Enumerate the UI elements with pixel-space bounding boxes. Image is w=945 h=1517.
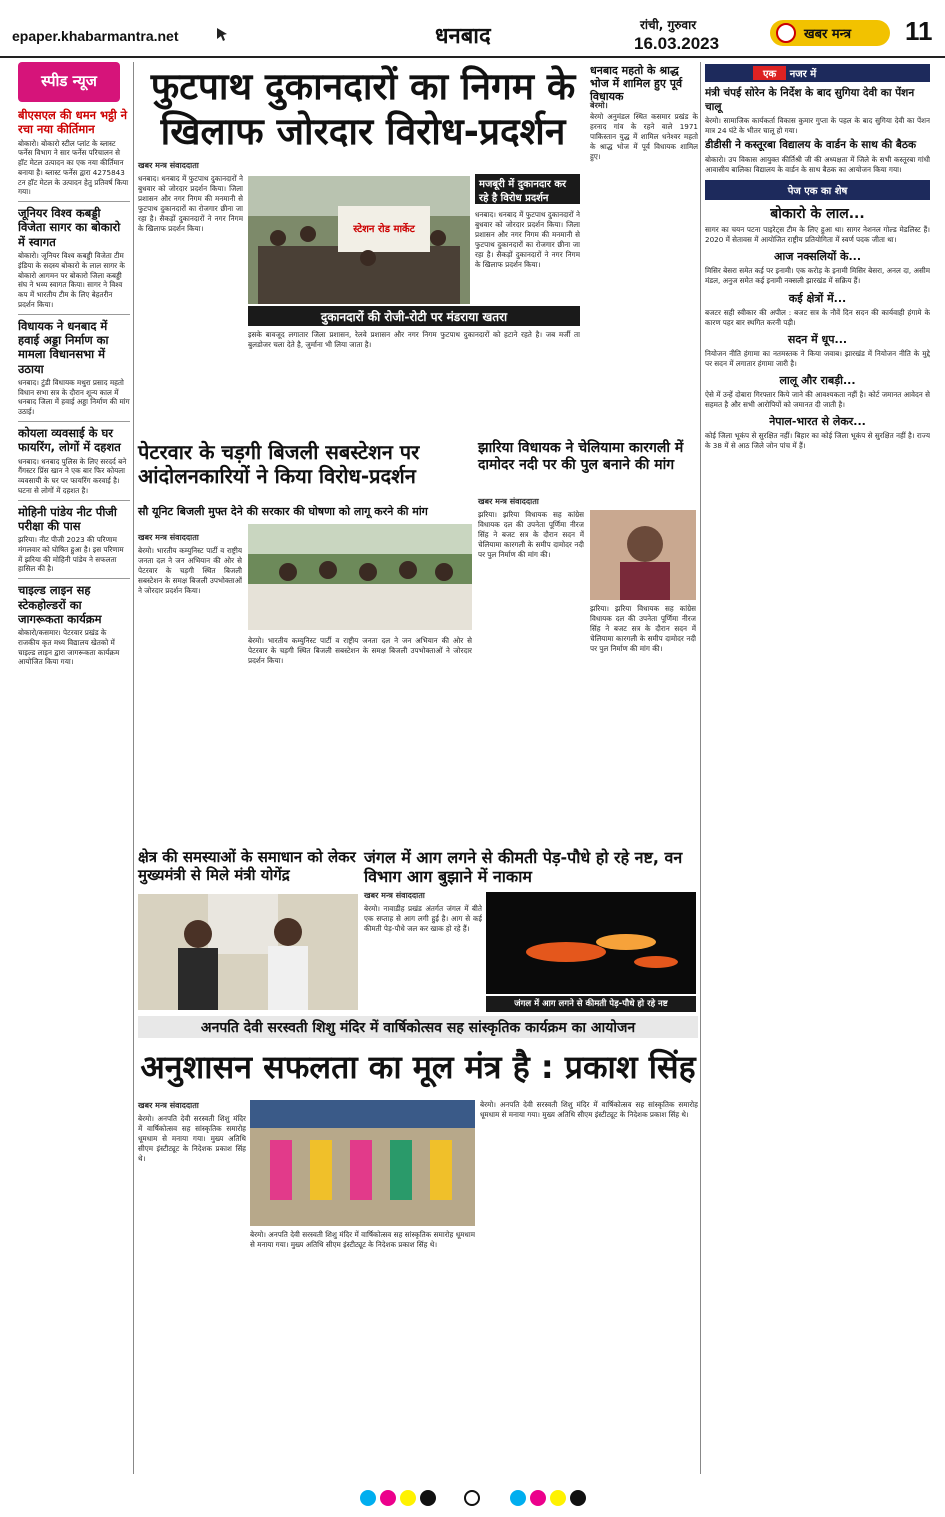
- story3-body-cont: झरिया। झरिया विधायक सह कांग्रेस विधायक दल की उपनेता पूर्णिमा नीरज सिंह ने बजट सत्र के दौरान सदन में चेलियामा कारगली के समीप दामोदर नदी पर पुल निर्माण की मांग की।: [590, 604, 696, 654]
- story4-headline[interactable]: क्षेत्र की समस्याओं के समाधान को लेकर मुख्यमंत्री से मिले मंत्री योगेंद्र: [138, 848, 356, 884]
- forest-fire-photo: [486, 892, 696, 994]
- page-number: 11: [905, 16, 933, 46]
- lead-body: धनबाद। धनबाद में फुटपाथ दुकानदारों ने बुधवार को जोरदार प्रदर्शन किया। जिला प्रशासन और नगर निगम की मनमानी से फुटपाथ दुकानदारों का रोजगार छीना जा रहा है। सैकड़ों दुकानदारों ने नगर निगम के खिलाफ प्रदर्शन किया।: [138, 174, 243, 234]
- brand-logo: [770, 20, 890, 46]
- edition-date: 16.03.2023: [634, 34, 720, 53]
- continued-title[interactable]: लालू और राबड़ी...: [779, 373, 856, 387]
- continued-title[interactable]: नेपाल-भारत से लेकर...: [769, 415, 866, 429]
- left-story-body: बोकारो। बोकारो स्टील प्लांट के ब्लास्ट फर्नेस विभाग ने सार फर्नेस परिचालन से हॉट मेटल उत्पादन का एक नया कीर्तिमान बनाया है। ब्लास्ट फर्नेस द्वारा 4275843 टन हॉट मेटल के उत्पादन हेतु प्रतिवर्ष किया गया।: [18, 138, 129, 197]
- registration-mark-icon: [530, 1490, 546, 1506]
- left-story-title: चाइल्ड लाइन सह स्टेकहोल्डरों का जागरूकता कार्यक्रम: [18, 583, 102, 626]
- left-story-title: विधायक ने धनबाद में हवाई अड्डा निर्माण का मामला विधानसभा में उठाया: [18, 318, 109, 376]
- column-rule: [700, 62, 701, 1474]
- story3-headline[interactable]: झारिया विधायक ने चेलियामा कारगली में दामोदर नदी पर की पुल बनाने की मांग: [478, 440, 684, 473]
- fire-caption: जंगल में आग लगने से कीमती पेड़-पौधे हो रहे नष्ट: [486, 996, 696, 1012]
- story5-headline[interactable]: जंगल में आग लगने से कीमती पेड़-पौधे हो रहे नष्ट, वन विभाग आग बुझाने में नाकाम: [364, 848, 683, 887]
- right-story-body: बोकारो। उप विकास आयुक्त कीर्तिश्री जी की अध्यक्षता में जिले के सभी कस्तूरबा गांधी आवासीय बालिका विद्यालय के वार्डन के साथ बैठक का आयोजन किया गया।: [705, 155, 930, 175]
- continued-title[interactable]: आज नक्सलियों के...: [773, 250, 862, 264]
- school-event-banner: अनपति देवी सरस्वती शिशु मंदिर में वार्षिकोत्सव सह सांस्कृतिक कार्यक्रम का आयोजन: [138, 1016, 698, 1038]
- protest-photo: [248, 176, 470, 304]
- story6-body: बेरमो अनुमंडल स्थित कसमार प्रखंड के हरनाद गांव के रहने वाले 1971 पाकिस्तान युद्ध में शामिल धनेश्वर महतो के श्राद्ध भोज में पूर्व विधायक शामिल हुए।: [590, 112, 698, 162]
- story3-body: झरिया। झरिया विधायक सह कांग्रेस विधायक दल की उपनेता पूर्णिमा नीरज सिंह ने बजट सत्र के दौरान सदन में चेलियामा कारगली के समीप दामोदर नदी पर पुल निर्माण की मांग की।: [478, 510, 584, 560]
- left-story-body: धनबाद। धनबाद पुलिस के लिए सरदर्द बने गैंगस्टर प्रिंस खान ने एक बार फिर कोयला व्यवसायी के घर पर फायरिंग करवाई है। घटना से लोगों में दहशत है।: [18, 456, 127, 495]
- story7-headline[interactable]: अनुशासन सफलता का मूल मंत्र है : प्रकाश सिंह: [140, 1048, 696, 1086]
- left-story-title: बीएसएल की धमन भट्ठी ने रचा नया कीर्तिमान: [18, 108, 128, 137]
- lead-inset-text: मजबूरी में दुकानदार कर रहे है विरोध प्रदर्शन: [479, 179, 567, 204]
- brand-name: खबर मन्त्र: [804, 27, 852, 42]
- registration-mark-icon: [550, 1490, 566, 1506]
- right-story-title: मंत्री चंपई सोरेन के निर्देश के बाद सुगिया देवी का पेंशन चालू: [705, 87, 915, 113]
- continued-title[interactable]: बोकारो के लाल...: [770, 206, 865, 223]
- substation-protest-photo: [248, 524, 472, 630]
- speed-news-column: [18, 62, 130, 1477]
- continued-title[interactable]: सदन में धूप...: [787, 332, 848, 346]
- registration-mark-icon: [380, 1490, 396, 1506]
- continued-body: कोई जिला भूकंप से सुरक्षित नहीं। बिहार का कोई जिला भूकंप से सुरक्षित नहीं है। राज्य के 38 में से आठ जिले जोन पांच में हैं।: [705, 431, 930, 451]
- story7-body-cont: बेरमो। अनपति देवी सरस्वती शिशु मंदिर में वार्षिकोत्सव सह सांस्कृतिक समारोह धूमधाम से मनाया गया। मुख्य अतिथि सीएम इंस्टीट्यूट के निदेशक प्रकाश सिंह थे।: [250, 1230, 475, 1250]
- brand-mark-icon: [776, 23, 796, 43]
- left-story-title: जूनियर विश्व कबड्डी विजेता सागर का बोकारो में स्वागत: [18, 206, 121, 249]
- left-story-body: झरिया। नीट पीजी 2023 की परिणाम मंगलवार को घोषित हुआ है। इस परिणाम में झरिया की मोहिनी पांडेय ने सफलता हासिल की है।: [18, 535, 124, 574]
- column-rule: [133, 62, 134, 1474]
- section-title: धनबाद: [435, 24, 491, 49]
- story6-byline: बेरमो।: [590, 101, 608, 110]
- lead-headline[interactable]: फुटपाथ दुकानदारों का निगम के खिलाफ जोरदार विरोध-प्रदर्शन: [150, 65, 576, 154]
- left-story-body: बोकारो/कसमार। पेटरवार प्रखंड के राजकीय कृत मध्य विद्यालय खेतको में चाइल्ड लाइन द्वारा जागरूकता कार्यक्रम आयोजित किया गया।: [18, 628, 120, 667]
- story2-subhead: सौ यूनिट बिजली मुफ्त देने की सरकार की घोषणा को लागू करने की मांग: [138, 505, 428, 518]
- minister-meeting-photo: [138, 894, 358, 1010]
- registration-mark-icon: [400, 1490, 416, 1506]
- registration-mark-icon: [420, 1490, 436, 1506]
- lead-inset-box: [475, 174, 580, 204]
- at-a-glance-header: [705, 64, 930, 82]
- left-story-body: बोकारो। जूनियर विश्व कबड्डी विजेता टीम इंडिया के सदस्य बोकारो के लाल सागर के बोकारो आगमन पर बोकारो जिला कबड्डी संघ ने भव्य स्वागत किया। सागर ने विश्व कप में भारतीय टीम के लिए बेहतरीन प्रदर्शन किया।: [18, 251, 125, 309]
- right-story[interactable]: [705, 87, 930, 136]
- left-story-body: धनबाद। टुंडी विधायक मथुरा प्रसाद महतो विधान सभा सत्र के दौरान शून्य काल में धनबाद जिला में हवाई अड्डा निर्माण की मांग उठाई।: [18, 378, 130, 417]
- registration-mark-icon: [570, 1490, 586, 1506]
- pointer-icon: [215, 26, 231, 42]
- crosshair-icon: [464, 1490, 480, 1506]
- registration-mark-icon: [510, 1490, 526, 1506]
- story5-byline: खबर मन्त्र संवाददाता: [364, 891, 425, 900]
- lead-caption: दुकानदारों की रोजी-रोटी पर मंडराया खतरा: [248, 306, 580, 326]
- left-story[interactable]: [18, 206, 130, 309]
- continued-body: सागर का चयन पटना पाइरेट्स टीम के लिए हुआ था। सागर नेशनल गोल्ड मेडलिस्ट हैं। 2020 में सेतावस में आयोजित राष्ट्रीय प्रतियोगिता में स्वर्ण पदक जीता था।: [705, 225, 930, 245]
- school-function-photo: [250, 1100, 475, 1226]
- continued-body: ऐसे में उन्हें दोबारा गिरफ्तार किये जाने की आवश्यकता नहीं है। कोर्ट जमानत आवेदन से सहमत है और सभी आरोपियों को जमानत दी जाती है।: [705, 389, 930, 409]
- story7-byline: खबर मन्त्र संवाददाता: [138, 1101, 199, 1110]
- mla-photo: [590, 510, 696, 600]
- left-story[interactable]: [18, 505, 130, 575]
- masthead: [0, 0, 945, 58]
- continued-body: नियोजन नीति हंगामा का नतमस्तक ने किया जवाब। झारखंड में नियोजन नीति के मुद्दे पर सदन में लगातार हंगामा जारी है।: [705, 348, 930, 368]
- story7-body: बेरमो। अनपति देवी सरस्वती शिशु मंदिर में वार्षिकोत्सव सह सांस्कृतिक समारोह धूमधाम से मनाया गया। मुख्य अतिथि सीएम इंस्टीट्यूट के निदेशक प्रकाश सिंह थे।: [138, 1114, 246, 1164]
- right-column: [705, 84, 930, 1474]
- story2-headline[interactable]: पेटरवार के चड़गी बिजली सबस्टेशन पर आंदोलनकारियों ने किया विरोध-प्रदर्शन: [138, 440, 420, 488]
- right-story-title: डीडीसी ने कस्तूरबा विद्यालय के वार्डन के साथ की बैठक: [705, 139, 917, 152]
- header-tag: एक: [753, 66, 786, 80]
- story3-byline: खबर मन्त्र संवाददाता: [478, 497, 539, 506]
- continued-box-header: पेज एक का शेष: [705, 180, 930, 200]
- story7-body-right: बेरमो। अनपति देवी सरस्वती शिशु मंदिर में वार्षिकोत्सव सह सांस्कृतिक समारोह धूमधाम से मनाया गया। मुख्य अतिथि सीएम इंस्टीट्यूट के निदेशक प्रकाश सिंह थे।: [480, 1100, 698, 1120]
- banner-text: स्टेशन रोड मार्केट: [353, 224, 415, 235]
- continued-title[interactable]: कई क्षेत्रों में...: [788, 291, 847, 305]
- lead-byline: खबर मन्त्र संवाददाता: [138, 161, 199, 170]
- header-title: नजर में: [789, 69, 817, 80]
- site-url[interactable]: epaper.khabarmantra.net: [12, 28, 179, 44]
- left-story[interactable]: [18, 108, 130, 197]
- lead-inset-body: धनबाद। धनबाद में फुटपाथ दुकानदारों ने बुधवार को जोरदार प्रदर्शन किया। जिला प्रशासन और नगर निगम की मनमानी से फुटपाथ दुकानदारों का रोजगार छीना जा रहा है। सैकड़ों दुकानदारों ने नगर निगम के खिलाफ प्रदर्शन किया।: [475, 210, 580, 270]
- story6-headline[interactable]: धनबाद महतो के श्राद्ध भोज में शामिल हुए पूर्व विधायक: [590, 64, 683, 104]
- print-registration-marks: [0, 1478, 945, 1517]
- left-story-title: मोहिनी पांडेय नीट पीजी परीक्षा की पास: [18, 504, 117, 533]
- speed-news-badge: स्पीड न्यूज: [18, 62, 120, 102]
- continued-body: बजटर सही स्वीकार की अपील : बजट सत्र के नौवें दिन सदन की कार्यवाही हंगामे के कारण पहर बार स्थगित करनी पड़ी।: [705, 307, 930, 327]
- city-day: रांची, गुरुवार: [640, 18, 697, 32]
- story2-body: बेरमो। भारतीय कम्युनिस्ट पार्टी व राष्ट्रीय जनता दल ने जन अभियान की ओर से पेटरवार के चड़गी स्थित बिजली सबस्टेशन के समक्ष बिजली उपभोक्ताओं ने जोरदार प्रदर्शन किया।: [138, 546, 242, 596]
- registration-mark-icon: [360, 1490, 376, 1506]
- left-story-title: कोयला व्यवसाई के घर फायरिंग, लोगों में दहशत: [18, 425, 121, 455]
- story2-byline: खबर मन्त्र संवाददाता: [138, 533, 199, 542]
- right-story-body: बेरमो। सामाजिक कार्यकर्ता विकास कुमार गुप्ता के पहल के बाद सुगिया देवी का पेंशन मात्र 24 घंटे के भीतर चालू हो गया।: [705, 116, 930, 136]
- left-story[interactable]: [18, 319, 130, 417]
- left-story[interactable]: [18, 583, 130, 667]
- story5-body: बेरमो। नावाडीह प्रखंड अंतर्गत जंगल में बीते एक सप्ताह से आग लगी हुई है। आग से कई कीमती पेड़-पौधे जल कर खाक हो रहे हैं।: [364, 904, 482, 934]
- right-story[interactable]: [705, 139, 930, 175]
- continued-body: मिसिर बेसरा समेत कई पर इनामी। एक करोड़ के इनामी मिसिर बेसरा, अनल दा, असीम मंडल, अनुज समेत कई इनामी नक्सली झारखंड में सक्रिय हैं।: [705, 266, 930, 286]
- lead-caption-body: इसके बावजूद लगातार जिला प्रशासन, रेलवे प्रशासन और नगर निगम फुटपाथ दुकानदारों को हटाने रहते है। जब मर्जी ता बुलडोजर चला देते है, जुर्माना भी लिया जाता है।: [248, 330, 580, 350]
- story2-body-cont: बेरमो। भारतीय कम्युनिस्ट पार्टी व राष्ट्रीय जनता दल ने जन अभियान की ओर से पेटरवार के चड़गी स्थित बिजली सबस्टेशन के समक्ष बिजली उपभोक्ताओं ने जोरदार प्रदर्शन किया।: [248, 636, 472, 666]
- left-story[interactable]: [18, 426, 130, 496]
